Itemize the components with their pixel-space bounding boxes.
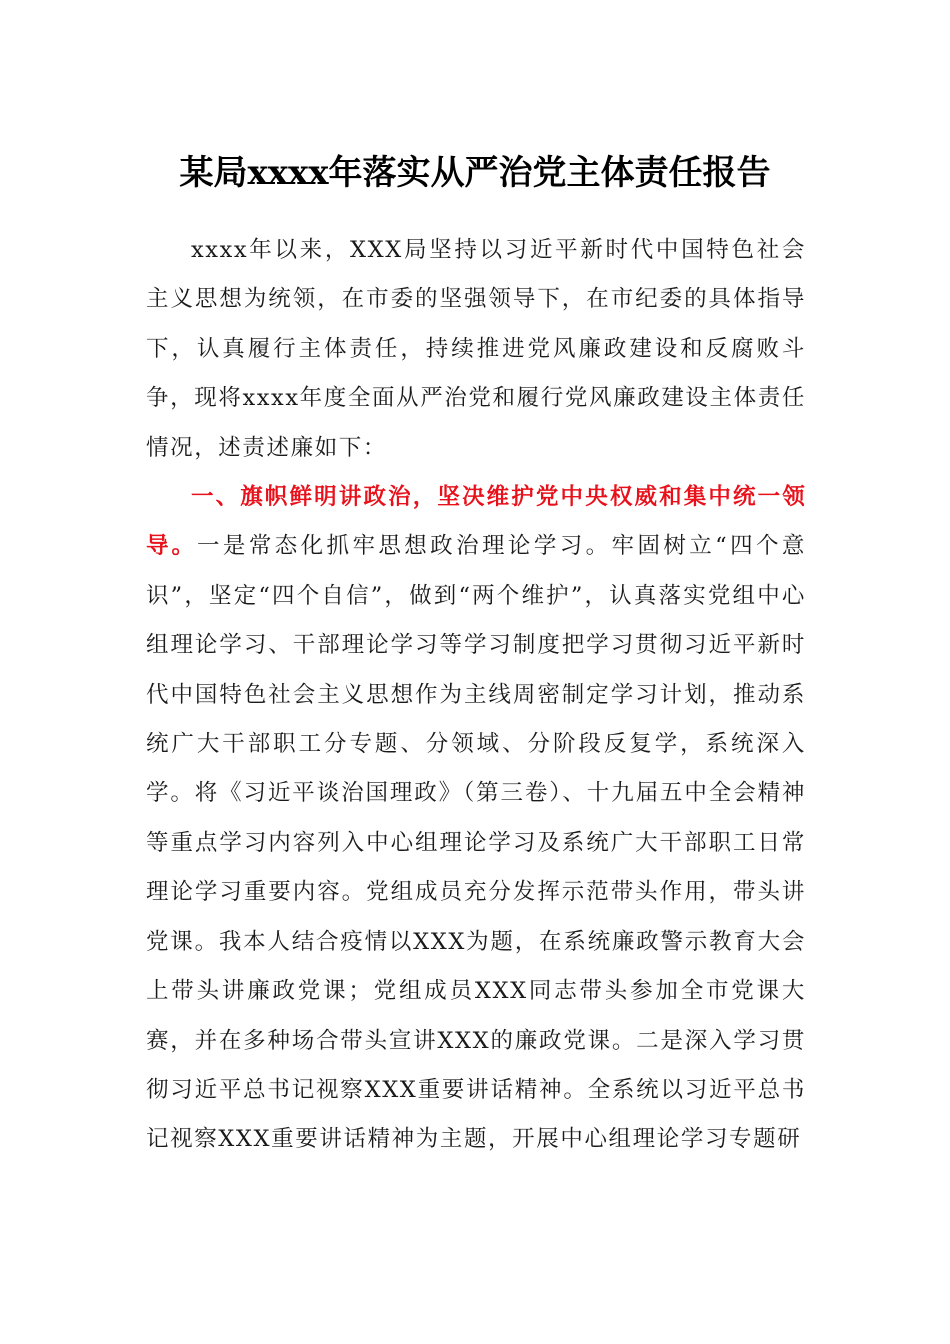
document-body xyxy=(146,226,806,1165)
section-1-text: 一是常态化抓牢思想政治理论学习。牢固树立“四个意识”，坚定“四个自信”，做到“两个维护”，认真落实党组中心组理论学习、干部理论学习等学习制度把学习贯彻习近平新时代中国特色社会主义思想作为主线周密制定学习计划，推动系统广大干部职工分专题、分领域、分阶段反复学，系统深入学。将《习近平谈治国理政》（第三卷）、十九届五中全会精神等重点学习内容列入中心组理论学习及系统广大干部职工日常理论学习重要内容。党组成员充分发挥示范带头作用，带头讲党课。我本人结合疫情以XXX为题，在系统廉政警示教育大会上带头讲廉政党课；党组成员XXX同志带头参加全市党课大赛，并在多种场合带头宣讲XXX的廉政党课。二是深入学习贯彻习近平总书记视察XXX重要讲话精神。全系统以习近平总书记视察XXX重要讲话精神为主题，开展中心组理论学习专题研 xyxy=(146,533,806,1153)
document-title: 某局xxxx年落实从严治党主体责任报告 xyxy=(179,153,771,193)
section-1-paragraph xyxy=(146,473,806,1165)
intro-paragraph: xxxx年以来，XXX局坚持以习近平新时代中国特色社会主义思想为统领，在市委的坚强领导下，在市纪委的具体指导下，认真履行主体责任，持续推进党风廉政建设和反腐败斗争，现将xxxx年度全面从严治党和履行党风廉政建设主体责任情况，述责述廉如下： xyxy=(146,237,806,461)
section-1-heading: 一、旗帜鲜明讲政治，坚决维护党中央权威和集中统一领导。 xyxy=(146,484,806,560)
